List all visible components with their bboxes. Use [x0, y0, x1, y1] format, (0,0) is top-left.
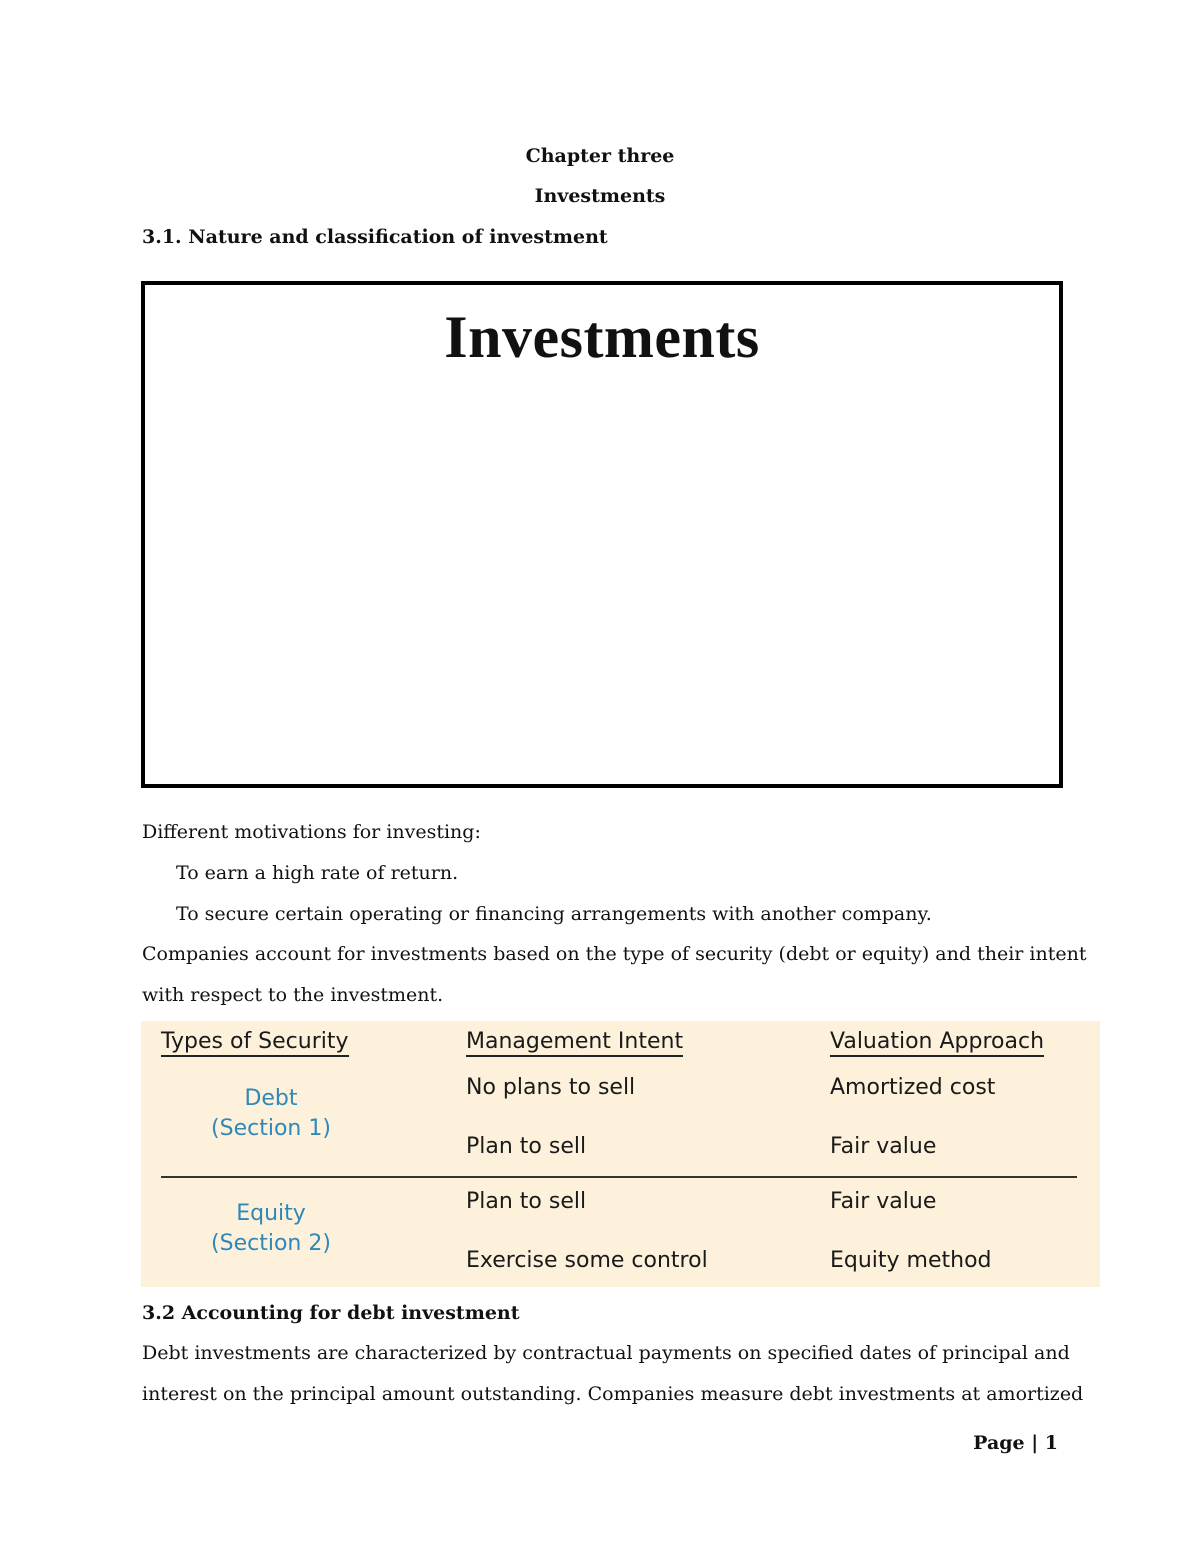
chapter-subtitle: Investments — [534, 185, 666, 207]
header-types-of-security: Types of Security — [161, 1029, 349, 1057]
section-heading-3-1: 3.1. Nature and classification of investment — [142, 226, 608, 248]
investments-figure-box — [141, 281, 1063, 788]
paragraph-line: with respect to the investment. — [142, 984, 444, 1006]
debt-section-label: (Section 1) — [211, 1116, 331, 1141]
bullet-text: To earn a high rate of return. — [176, 862, 459, 884]
bullet-item — [142, 853, 458, 894]
page-number: Page | 1 — [973, 1432, 1058, 1454]
bullet-item — [142, 894, 932, 935]
paragraph-line: Companies account for investments based on the type of security (debt or equity) and their intent — [142, 943, 1087, 965]
figure-title: Investments — [444, 304, 760, 370]
intent-cell: No plans to sell — [466, 1075, 636, 1100]
debt-label: Debt — [244, 1086, 298, 1111]
group-divider — [161, 1176, 1077, 1178]
paragraph-line: Debt investments are characterized by contractual payments on specified dates of principal and — [142, 1342, 1070, 1364]
bullet-text: To secure certain operating or financing arrangements with another company. — [176, 903, 932, 925]
header-valuation-approach: Valuation Approach — [830, 1029, 1044, 1057]
header-management-intent: Management Intent — [466, 1029, 683, 1057]
valuation-cell: Equity method — [830, 1248, 992, 1273]
security-classification-table — [141, 1021, 1100, 1287]
intent-cell: Plan to sell — [466, 1134, 587, 1159]
valuation-cell: Fair value — [830, 1134, 937, 1159]
valuation-cell: Fair value — [830, 1189, 937, 1214]
intent-cell: Plan to sell — [466, 1189, 587, 1214]
valuation-cell: Amortized cost — [830, 1075, 996, 1100]
chapter-title: Chapter three — [525, 145, 675, 167]
paragraph-line: interest on the principal amount outstanding. Companies measure debt investments at amortized — [142, 1383, 1084, 1405]
intent-cell: Exercise some control — [466, 1248, 708, 1273]
equity-section-label: (Section 2) — [211, 1231, 331, 1256]
equity-label: Equity — [236, 1201, 306, 1226]
section-heading-3-2: 3.2 Accounting for debt investment — [142, 1302, 520, 1324]
motivations-intro: Different motivations for investing: — [142, 821, 481, 843]
